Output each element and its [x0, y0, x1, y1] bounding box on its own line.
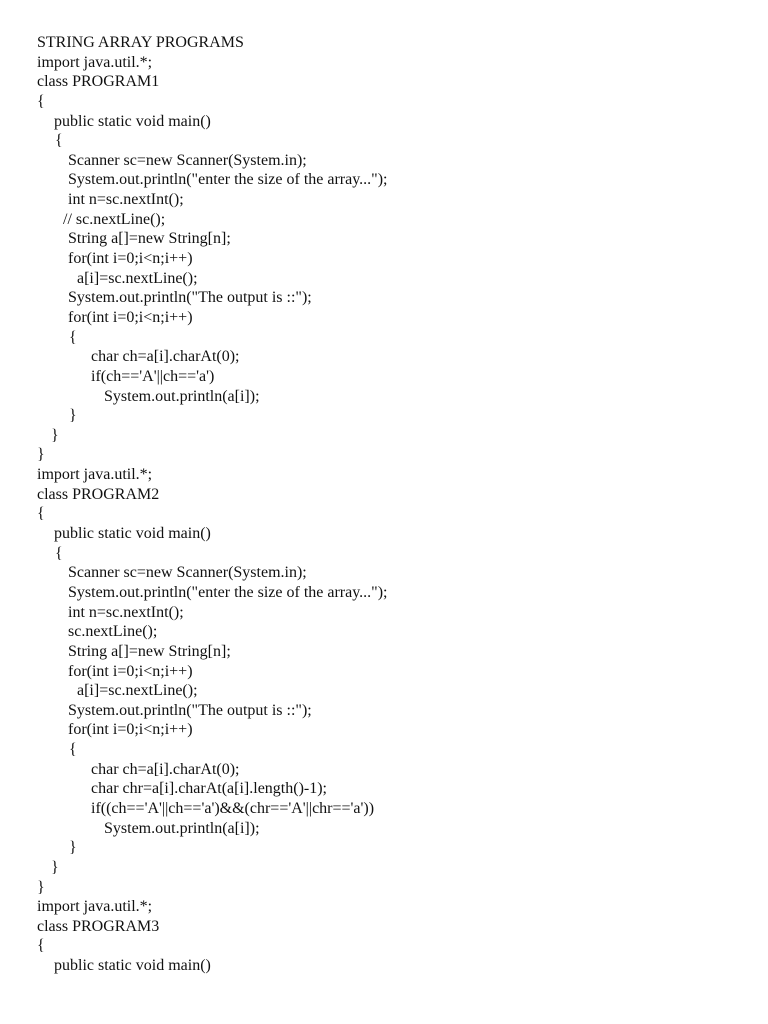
code-line: { [69, 328, 77, 346]
code-line: import java.util.*; [37, 53, 153, 71]
code-line: for(int i=0;i<n;i++) [68, 721, 193, 739]
code-line: } [51, 426, 59, 444]
code-line: System.out.println("The output is ::"); [68, 289, 312, 307]
code-line: public static void main() [54, 957, 211, 975]
code-line: } [69, 407, 77, 425]
code-line: import java.util.*; [37, 898, 153, 916]
code-line: char ch=a[i].charAt(0); [91, 760, 240, 778]
code-line: { [37, 92, 45, 110]
code-line: System.out.println(a[i]); [104, 387, 260, 405]
code-line: import java.util.*; [37, 466, 153, 484]
code-line: { [55, 544, 63, 562]
code-line: int n=sc.nextInt(); [68, 603, 184, 621]
code-line: for(int i=0;i<n;i++) [68, 250, 193, 268]
document-title: STRING ARRAY PROGRAMS [37, 34, 244, 51]
code-line: for(int i=0;i<n;i++) [68, 662, 193, 680]
code-line: class PROGRAM2 [37, 485, 160, 503]
code-line: System.out.println("enter the size of the array..."); [68, 171, 388, 189]
code-line: } [37, 878, 45, 896]
code-line: { [69, 741, 77, 759]
code-line: System.out.println("The output is ::"); [68, 701, 312, 719]
code-line: public static void main() [54, 525, 211, 543]
code-line: } [51, 858, 59, 876]
code-line: { [55, 132, 63, 150]
code-line: int n=sc.nextInt(); [68, 191, 184, 209]
code-line: char ch=a[i].charAt(0); [91, 348, 240, 366]
code-line: sc.nextLine(); [68, 623, 158, 641]
code-line: char chr=a[i].charAt(a[i].length()-1); [91, 780, 327, 798]
code-line: if((ch=='A'||ch=='a')&&(chr=='A'||chr=='a')) [91, 799, 375, 817]
code-line: System.out.println("enter the size of the array..."); [68, 583, 388, 601]
code-line: public static void main() [54, 112, 211, 130]
code-line: class PROGRAM1 [37, 73, 160, 91]
code-line: for(int i=0;i<n;i++) [68, 308, 193, 326]
code-line: System.out.println(a[i]); [104, 819, 260, 837]
code-line: { [37, 505, 45, 523]
code-line: class PROGRAM3 [37, 917, 160, 935]
code-listing [37, 33, 737, 976]
code-line: String a[]=new String[n]; [68, 230, 231, 248]
code-line: String a[]=new String[n]; [68, 642, 231, 660]
code-line: Scanner sc=new Scanner(System.in); [68, 151, 307, 169]
code-line: } [37, 446, 45, 464]
code-line: if(ch=='A'||ch=='a') [91, 367, 215, 385]
code-line: { [37, 937, 45, 955]
code-line: // sc.nextLine(); [63, 210, 166, 228]
code-line: } [69, 839, 77, 857]
code-line: a[i]=sc.nextLine(); [77, 682, 198, 700]
code-line: a[i]=sc.nextLine(); [77, 269, 198, 287]
code-line: Scanner sc=new Scanner(System.in); [68, 564, 307, 582]
